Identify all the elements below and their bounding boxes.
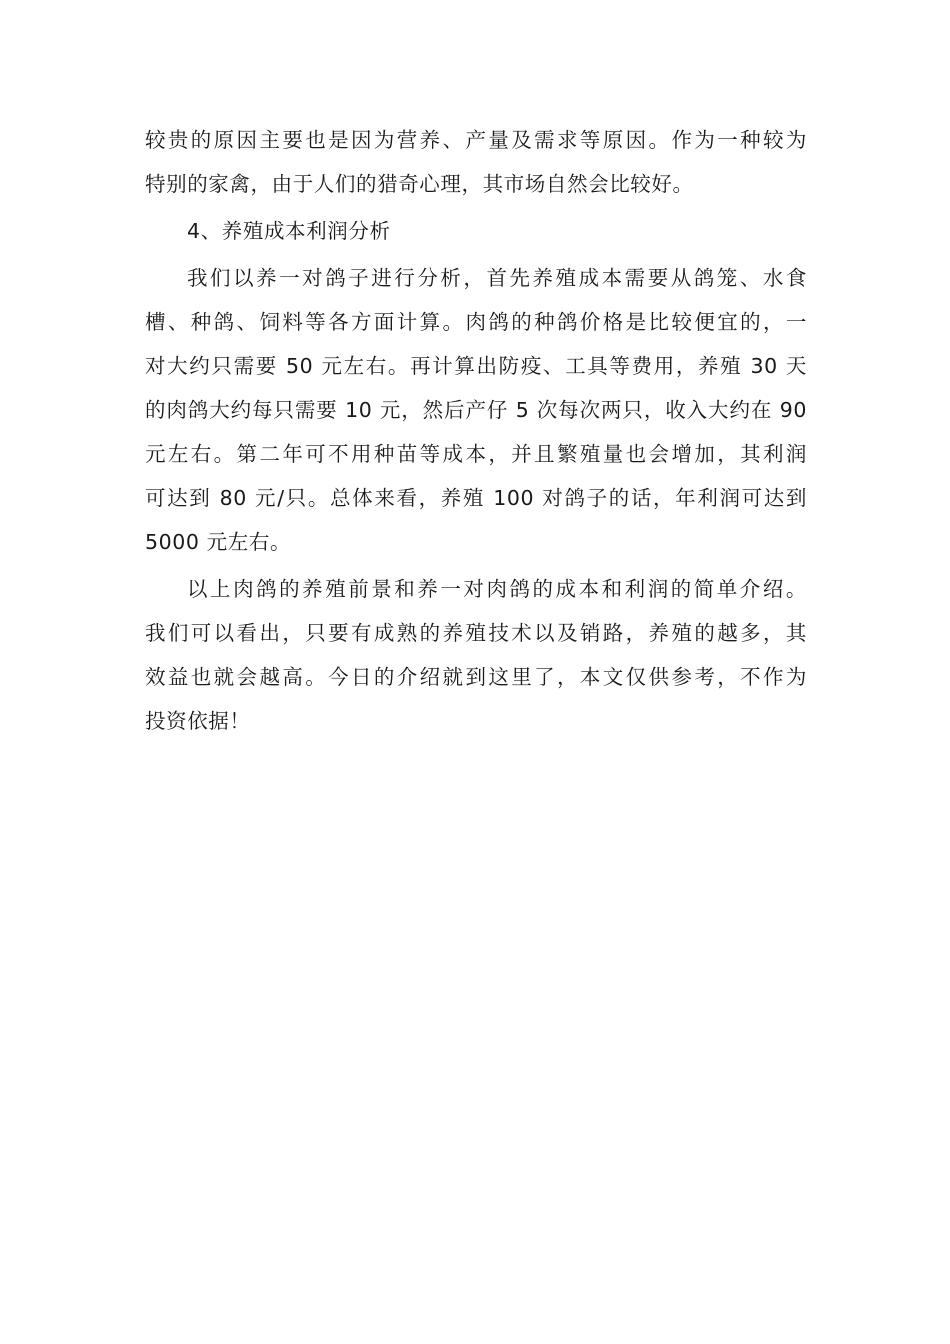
paragraph-conclusion: [145, 567, 807, 743]
text-line: 元左右。第二年可不用种苗等成本，并且繁殖量也会增加，其利润: [145, 442, 807, 466]
text-line: 5000 元左右。: [145, 530, 292, 554]
text-line: 特别的家禽，由于人们的猎奇心理，其市场自然会比较好。: [145, 172, 694, 196]
section-heading: [145, 209, 807, 253]
text-line: 投资依据！: [145, 709, 251, 733]
text-line: 较贵的原因主要也是因为营养、产量及需求等原因。作为一种较为: [145, 128, 807, 152]
text-line: 以上肉鸽的养殖前景和养一对肉鸽的成本和利润的简单介绍。: [187, 577, 807, 601]
text-line: 槽、种鸽、饲料等各方面计算。肉鸽的种鸽价格是比较便宜的，一: [145, 310, 807, 334]
text-line: 我们可以看出，只要有成熟的养殖技术以及销路，养殖的越多，其: [145, 621, 807, 645]
paragraph-cost-analysis: [145, 256, 807, 564]
document-body: [145, 118, 807, 743]
text-line: 可达到 80 元/只。总体来看，养殖 100 对鸽子的话，年利润可达到: [145, 486, 807, 510]
text-line: 效益也就会越高。今日的介绍就到这里了，本文仅供参考，不作为: [145, 665, 807, 689]
heading-text: 4、养殖成本利润分析: [187, 219, 391, 243]
paragraph-intro-tail: [145, 118, 807, 206]
text-line: 我们以养一对鸽子进行分析，首先养殖成本需要从鸽笼、水食: [187, 266, 807, 290]
text-line: 对大约只需要 50 元左右。再计算出防疫、工具等费用，养殖 30 天: [145, 354, 807, 378]
text-line: 的肉鸽大约每只需要 10 元，然后产仔 5 次每次两只，收入大约在 90: [145, 398, 807, 422]
